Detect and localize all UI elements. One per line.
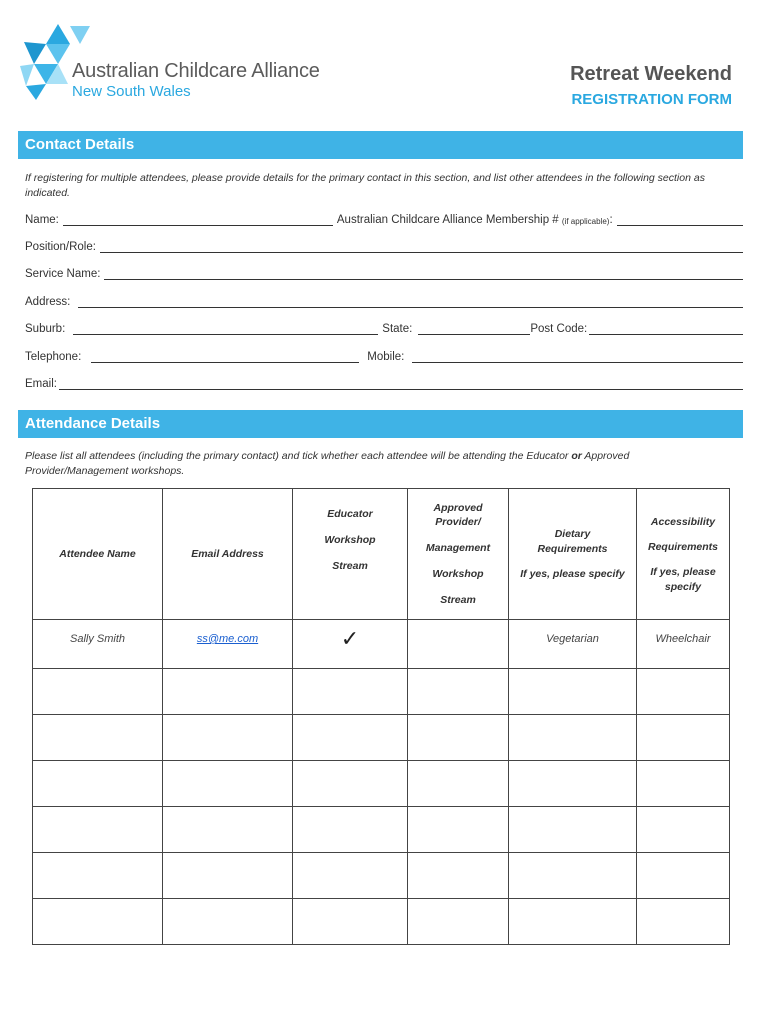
- name-label: Name:: [25, 214, 59, 226]
- cell-approved-tick[interactable]: [408, 669, 509, 715]
- cell-attendee-name[interactable]: Sally Smith: [33, 620, 163, 669]
- service-row: [25, 262, 743, 280]
- col-approved-provider-stream: Approved Provider/ Management Workshop Stream: [408, 489, 509, 620]
- cell-accessibility[interactable]: [637, 715, 730, 761]
- table-row: [33, 761, 730, 807]
- cell-dietary[interactable]: [509, 715, 637, 761]
- cell-attendee-name[interactable]: [33, 899, 163, 945]
- address-row: [25, 290, 743, 308]
- position-label: Position/Role:: [25, 241, 96, 253]
- telephone-row: [25, 345, 743, 363]
- table-row: [33, 620, 730, 669]
- cell-educator-tick[interactable]: [293, 899, 408, 945]
- state-label: State:: [382, 323, 413, 335]
- cell-accessibility[interactable]: Wheelchair: [637, 620, 730, 669]
- col-attendee-name: Attendee Name: [33, 489, 163, 620]
- cell-email[interactable]: [163, 899, 293, 945]
- membership-field[interactable]: [617, 213, 743, 226]
- position-row: [25, 235, 743, 253]
- table-row: [33, 807, 730, 853]
- email-label: Email:: [25, 378, 57, 390]
- cell-approved-tick[interactable]: [408, 620, 509, 669]
- cell-approved-tick[interactable]: [408, 807, 509, 853]
- cell-dietary[interactable]: [509, 853, 637, 899]
- mobile-field[interactable]: [412, 350, 743, 363]
- cell-accessibility[interactable]: [637, 853, 730, 899]
- attendance-note: [25, 449, 725, 479]
- cell-educator-tick[interactable]: [293, 669, 408, 715]
- col-email-address: Email Address: [163, 489, 293, 620]
- table-row: [33, 715, 730, 761]
- table-header-row: [33, 489, 730, 620]
- cell-email[interactable]: [163, 669, 293, 715]
- suburb-row: [25, 317, 743, 335]
- cell-educator-tick[interactable]: [293, 807, 408, 853]
- org-subname: New South Wales: [72, 83, 191, 100]
- attendance-note-part2: Approved Provider/Management workshops.: [25, 450, 630, 477]
- postcode-label: Post Code:: [530, 323, 588, 335]
- cell-approved-tick[interactable]: [408, 853, 509, 899]
- cell-approved-tick[interactable]: [408, 715, 509, 761]
- cell-email[interactable]: [163, 807, 293, 853]
- email-link[interactable]: ss@me.com: [196, 633, 259, 645]
- mobile-label: Mobile:: [367, 351, 405, 363]
- cell-educator-tick[interactable]: [293, 620, 408, 669]
- contact-details-heading: Contact Details: [18, 131, 743, 159]
- cell-educator-tick[interactable]: [293, 853, 408, 899]
- col-accessibility-requirements: Accessibility Requirements If yes, please specify: [637, 489, 730, 620]
- cell-attendee-name[interactable]: [33, 853, 163, 899]
- cell-dietary[interactable]: [509, 807, 637, 853]
- name-row: [25, 208, 743, 226]
- address-label: Address:: [25, 296, 71, 308]
- table-row: [33, 669, 730, 715]
- postcode-field[interactable]: [589, 322, 743, 335]
- membership-hint: (if applicable): [561, 217, 610, 226]
- cell-attendee-name[interactable]: [33, 715, 163, 761]
- email-field[interactable]: [59, 377, 743, 390]
- table-row: [33, 899, 730, 945]
- contact-note: If registering for multiple attendees, please provide details for the primary contact in this section, and list other attendees in the following section as indicated.: [25, 172, 705, 199]
- cell-accessibility[interactable]: [637, 899, 730, 945]
- table-row: [33, 853, 730, 899]
- cell-email[interactable]: [163, 715, 293, 761]
- checkmark-icon: ✓: [340, 626, 360, 651]
- address-field[interactable]: [78, 295, 743, 308]
- cell-accessibility[interactable]: [637, 807, 730, 853]
- cell-educator-tick[interactable]: [293, 715, 408, 761]
- attendance-note-or: or: [571, 450, 582, 462]
- cell-email[interactable]: [163, 620, 293, 669]
- document-title: Retreat Weekend: [570, 63, 732, 85]
- telephone-label: Telephone:: [25, 351, 82, 363]
- name-field[interactable]: [63, 213, 333, 226]
- cell-dietary[interactable]: [509, 761, 637, 807]
- col-dietary-requirements: Dietary Requirements If yes, please specify: [509, 489, 637, 620]
- cell-attendee-name[interactable]: [33, 761, 163, 807]
- cell-accessibility[interactable]: [637, 669, 730, 715]
- attendees-table: [32, 488, 730, 945]
- membership-label: Australian Childcare Alliance Membership #: [336, 214, 559, 226]
- email-row: [25, 372, 743, 390]
- state-field[interactable]: [418, 322, 530, 335]
- cell-email[interactable]: [163, 761, 293, 807]
- cell-attendee-name[interactable]: [33, 807, 163, 853]
- cell-attendee-name[interactable]: [33, 669, 163, 715]
- attendance-details-heading: Attendance Details: [18, 410, 743, 438]
- cell-approved-tick[interactable]: [408, 899, 509, 945]
- position-field[interactable]: [100, 240, 743, 253]
- suburb-field[interactable]: [73, 322, 378, 335]
- suburb-label: Suburb:: [25, 323, 66, 335]
- service-label: Service Name:: [25, 268, 101, 280]
- cell-approved-tick[interactable]: [408, 761, 509, 807]
- document-subtitle: REGISTRATION FORM: [571, 91, 732, 108]
- cell-email[interactable]: [163, 853, 293, 899]
- membership-colon: :: [609, 214, 613, 226]
- cell-dietary[interactable]: [509, 899, 637, 945]
- org-name: Australian Childcare Alliance: [72, 60, 320, 82]
- cell-educator-tick[interactable]: [293, 761, 408, 807]
- cell-dietary[interactable]: [509, 669, 637, 715]
- service-field[interactable]: [104, 267, 743, 280]
- col-educator-stream: Educator Workshop Stream: [293, 489, 408, 620]
- cell-dietary[interactable]: Vegetarian: [509, 620, 637, 669]
- attendance-note-part1: Please list all attendees (including the primary contact) and tick whether each attendee will be attending the Educator: [25, 450, 572, 462]
- telephone-field[interactable]: [91, 350, 359, 363]
- cell-accessibility[interactable]: [637, 761, 730, 807]
